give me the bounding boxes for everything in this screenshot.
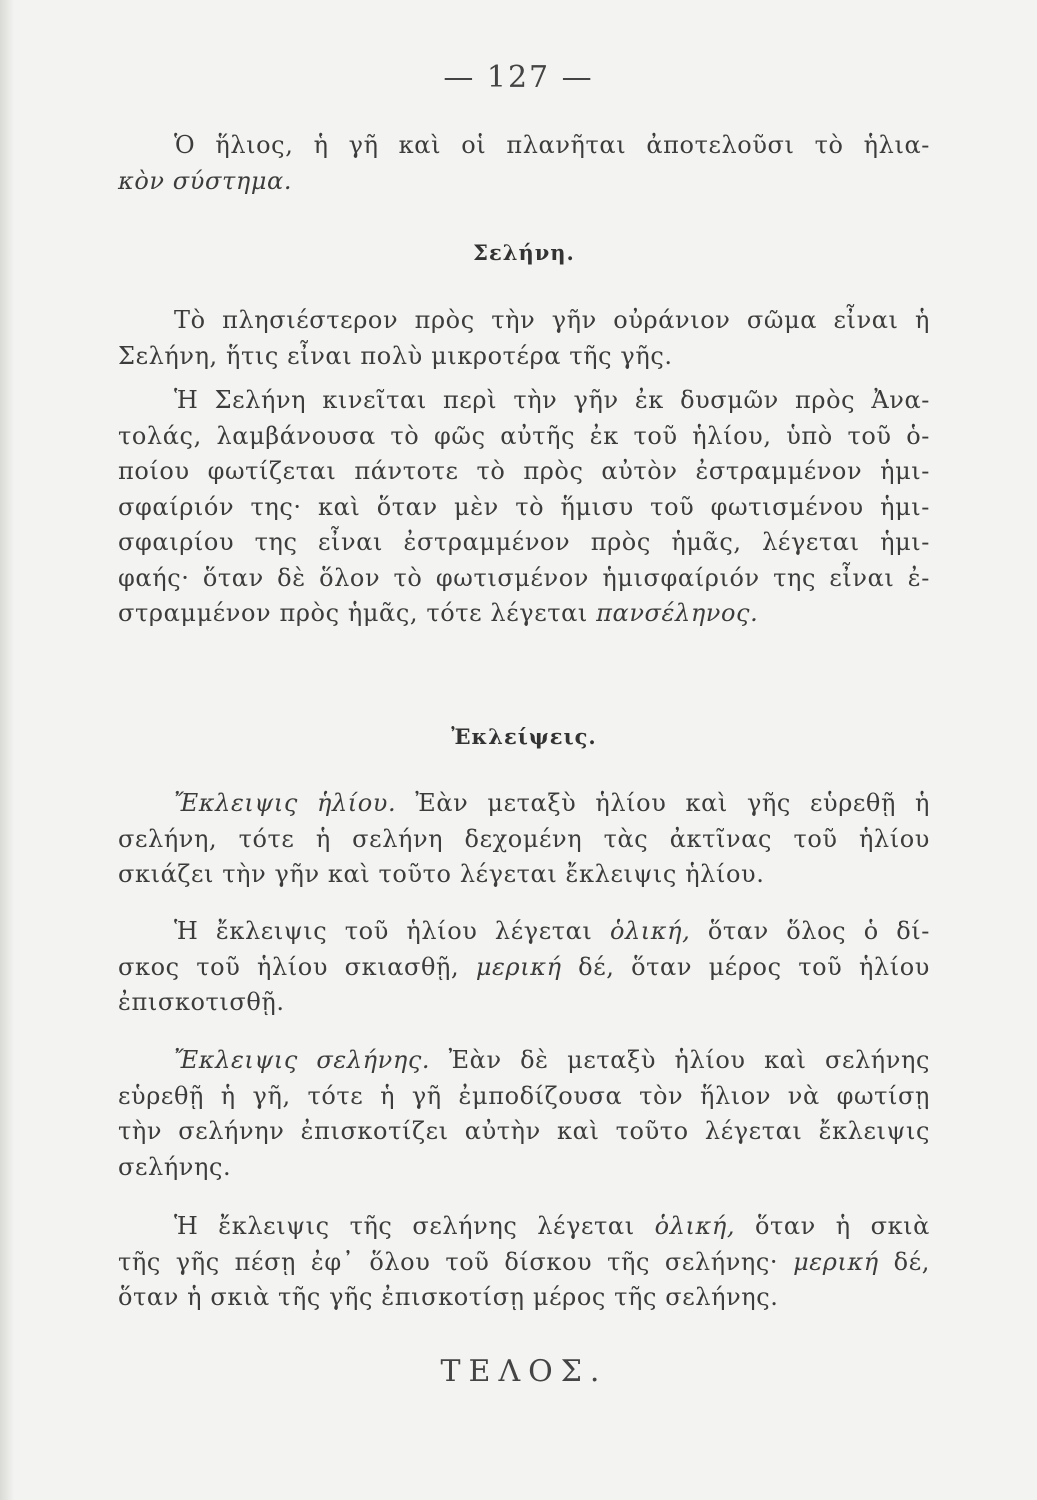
text-line: σφαίριόν της· καὶ ὅταν μὲν τὸ ἥμισυ τοῦ φωτισμένου ἡμι- (118, 492, 930, 521)
text-line: Ἔκλειψις σελήνης. Ἐὰν δὲ μεταξὺ ἡλίου καὶ σελήνης (174, 1046, 930, 1074)
text-line: κὸν σύστημα. (118, 166, 293, 195)
lunar-eclipse-types-paragraph (118, 1209, 930, 1316)
text-line: Σελήνη, ἥτις εἶναι πολὺ μικροτέρα τῆς γῆς. (118, 341, 673, 370)
text-line: σελήνη, τότε ἡ σελήνη δεχομένη τὰς ἀκτῖνας τοῦ ἡλίου (118, 824, 930, 853)
section-heading-eclipses: Ἐκλείψεις. (451, 724, 597, 749)
end-title: ΤΕΛΟΣ. (440, 1354, 608, 1389)
text-line: ἐπισκοτισθῇ. (118, 988, 285, 1016)
text-line: Τὸ πλησιέστερον πρὸς τὴν γῆν οὐράνιον σῶμα εἶναι ἡ (174, 306, 930, 334)
lunar-eclipse-paragraph (118, 1043, 930, 1185)
text-line: σκιάζει τὴν γῆν καὶ τοῦτο λέγεται ἔκλειψις ἡλίου. (118, 860, 765, 888)
text-line: τολάς, λαμβάνουσα τὸ φῶς αὐτῆς ἐκ τοῦ ἡλίου, ὑπὸ τοῦ ὁ- (118, 421, 930, 450)
text-line: Ἡ ἔκλειψις τῆς σελήνης λέγεται ὁλική, ὅταν ἡ σκιὰ (174, 1212, 930, 1240)
text-line: τῆς γῆς πέσῃ ἐφ᾽ ὅλου τοῦ δίσκου τῆς σελήνης· μερική δέ, (118, 1247, 930, 1276)
text-line: σφαιρίου της εἶναι ἐστραμμένον πρὸς ἡμᾶς, λέγεται ἡμι- (118, 528, 930, 556)
page-number: — 127 — (443, 60, 594, 95)
text-line: Ἡ Σελήνη κινεῖται περὶ τὴν γῆν ἐκ δυσμῶν πρὸς Ἀνα- (174, 386, 930, 414)
moon-paragraph-2 (118, 383, 930, 632)
text-line: ὅταν ἡ σκιὰ τῆς γῆς ἐπισκοτίσῃ μέρος τῆς σελήνης. (118, 1283, 779, 1311)
text-line: Ἔκλειψις ἡλίου. Ἐὰν μεταξὺ ἡλίου καὶ γῆς εὑρεθῇ ἡ (174, 789, 930, 817)
text-line: σκος τοῦ ἡλίου σκιασθῇ, μερική δέ, ὅταν μέρος τοῦ ἡλίου (118, 952, 930, 981)
text-line: εὑρεθῇ ἡ γῆ, τότε ἡ γῆ ἐμποδίζουσα τὸν ἥλιον νὰ φωτίσῃ (118, 1081, 930, 1110)
text-line: Ὁ ἥλιος, ἡ γῆ καὶ οἱ πλανῆται ἀποτελοῦσι τὸ ἡλια- (174, 131, 930, 159)
section-heading-moon: Σελήνη. (473, 240, 575, 265)
intro-paragraph (118, 128, 930, 199)
text-line: Ἡ ἔκλειψις τοῦ ἡλίου λέγεται ὁλική, ὅταν ὅλος ὁ δί- (174, 917, 931, 945)
solar-eclipse-paragraph (118, 786, 930, 893)
text-line: φαής· ὅταν δὲ ὅλον τὸ φωτισμένον ἡμισφαίριόν της εἶναι ἐ- (118, 563, 930, 592)
text-line: στραμμένον πρὸς ἡμᾶς, τότε λέγεται πανσέληνος. (118, 599, 759, 627)
moon-paragraph-1 (118, 303, 930, 374)
text-line: τὴν σελήνην ἐπισκοτίζει αὐτὴν καὶ τοῦτο λέγεται ἔκλειψις (118, 1117, 930, 1145)
solar-eclipse-types-paragraph (118, 914, 930, 1021)
text-line: ποίου φωτίζεται πάντοτε τὸ πρὸς αὐτὸν ἐστραμμένον ἡμι- (118, 457, 930, 485)
binding-edge (0, 0, 14, 1500)
text-line: σελήνης. (118, 1152, 232, 1181)
